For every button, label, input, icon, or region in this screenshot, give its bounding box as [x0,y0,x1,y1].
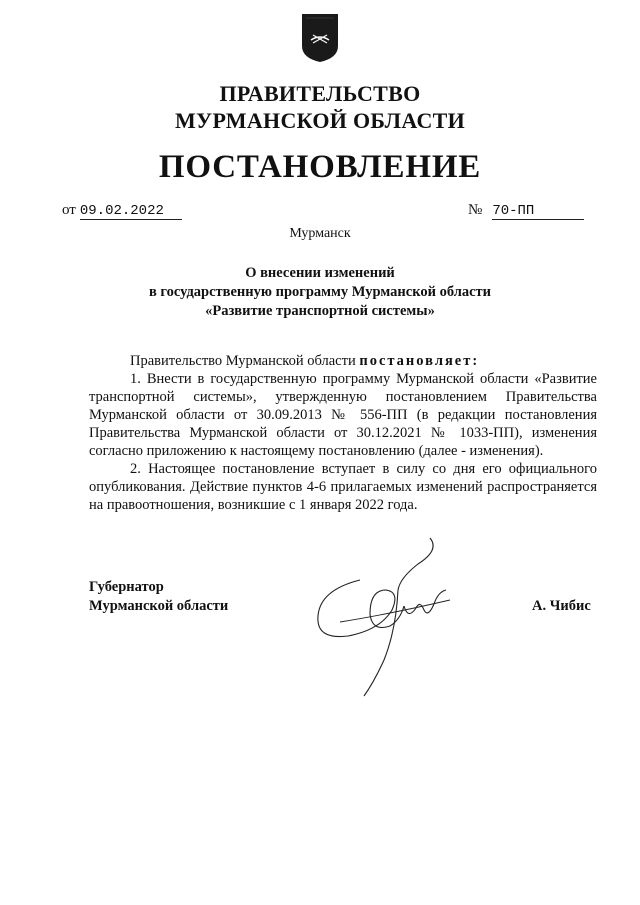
date-value: 09.02.2022 [80,203,182,220]
city-name: Мурманск [289,226,351,241]
subject-line-2: в государственную программу Мурманской области [148,284,492,300]
document-date [62,202,182,220]
document-number [468,202,584,220]
document-subject [0,264,640,321]
intro-paragraph [89,352,597,370]
coat-of-arms-icon [300,12,340,64]
intro-decree-word: постановляет: [359,353,480,369]
signatory-title-line-1: Губернатор [89,579,164,595]
signatory-title-line-2: Мурманской области [89,598,229,614]
intro-text: Правительство Мурманской области [130,353,360,369]
number-prefix: № [468,202,483,218]
subject-line-1: О внесении изменений [245,265,395,281]
number-value: 70-ПП [492,203,584,220]
paragraph-item-1: 1. Внести в государственную программу Мурманской области «Развитие транспортной системы», утвержденную постановлением Правительства Мурманской области от 30.09.2013 № 556-ПП (в редакции постановления Правительства Мурманской области от 30.12.2021 № 1033-ПП), изменения согласно приложению к настоящему постановлению (далее - изменения). [89,371,597,459]
org-line-1: ПРАВИТЕЛЬСТВО [219,81,421,106]
signatory-name: А. Чибис [532,598,591,614]
subject-line-3: «Развитие транспортной системы» [205,303,435,319]
organization-name [0,80,640,134]
handwritten-signature [300,530,460,700]
date-prefix: от [62,202,76,218]
paragraph-item-2: 2. Настоящее постановление вступает в силу со дня его официального опубликования. Действие пунктов 4-6 прилагаемых изменений распространяется на правоотношения, возникшие с 1 января 2022 года. [89,461,597,513]
document-type-title: ПОСТАНОВЛЕНИЕ [158,149,482,185]
document-body [89,352,597,514]
signatory-title [89,578,228,616]
org-line-2: МУРМАНСКОЙ ОБЛАСТИ [174,108,466,133]
